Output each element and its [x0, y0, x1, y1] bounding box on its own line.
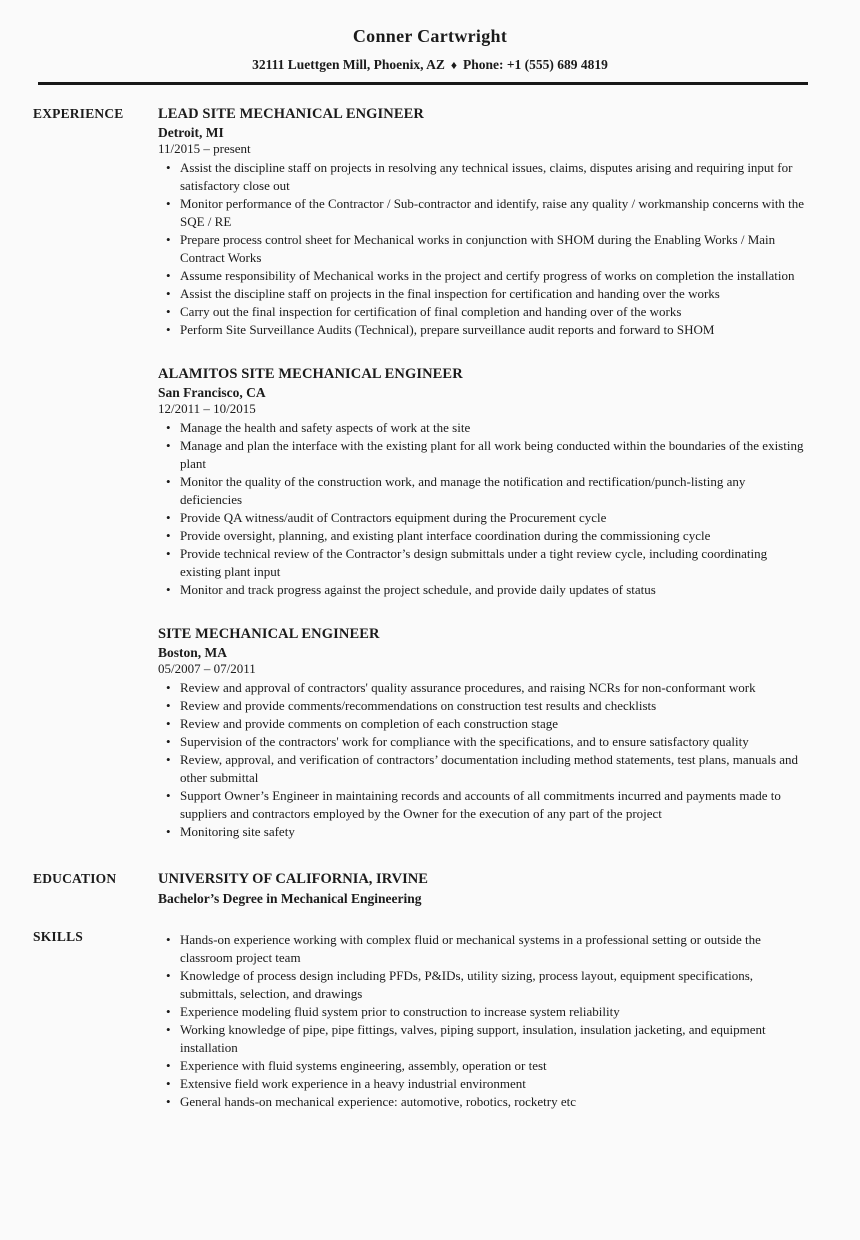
bullet-item: • Review and provide comments on completion of each construction stage	[158, 715, 810, 733]
skills-list	[158, 931, 810, 1111]
section-skills	[33, 929, 810, 1111]
skills-label: SKILLS	[33, 928, 83, 944]
section-education	[33, 869, 810, 909]
resume-header	[0, 0, 860, 85]
bullet-item: • Review and provide comments/recommendations on construction test results and checklists	[158, 697, 810, 715]
job-entry	[158, 364, 810, 599]
job-bullet-list	[158, 419, 810, 599]
experience-jobs	[158, 104, 810, 841]
bullet-item: • Review and approval of contractors' quality assurance procedures, and raising NCRs for non-conformant work	[158, 679, 810, 697]
job-title: LEAD SITE MECHANICAL ENGINEER	[158, 105, 424, 122]
address-text: 32111 Luettgen Mill, Phoenix, AZ	[252, 57, 445, 72]
experience-label: EXPERIENCE	[33, 105, 124, 121]
bullet-item: • Provide oversight, planning, and existing plant interface coordination during the commissioning cycle	[158, 527, 810, 545]
bullet-item: • Provide QA witness/audit of Contractors equipment during the Procurement cycle	[158, 509, 810, 527]
bullet-item: • Supervision of the contractors' work for compliance with the specifications, and to ensure satisfactory quality	[158, 733, 810, 751]
bullet-item: • General hands-on mechanical experience: automotive, robotics, rocketry etc	[158, 1093, 810, 1111]
page-title: Conner Cartwright	[352, 26, 508, 46]
bullet-item: • Assist the discipline staff on projects in resolving any technical issues, claims, disputes arising and requiring input for satisfactory close out	[158, 159, 810, 195]
header-divider	[38, 82, 808, 85]
education-body	[158, 869, 810, 909]
job-location: Boston, MA	[158, 644, 228, 660]
contact-line	[0, 56, 860, 74]
job-bullet-list	[158, 679, 810, 841]
job-dates: 05/2007 – 07/2011	[158, 660, 256, 676]
bullet-item: • Assume responsibility of Mechanical works in the project and certify progress of works on completion the installation	[158, 267, 810, 285]
job-location: Detroit, MI	[158, 124, 224, 140]
school-name: UNIVERSITY OF CALIFORNIA, IRVINE	[158, 870, 428, 887]
bullet-item: • Manage and plan the interface with the existing plant for all work being conducted within the boundaries of the existing plant	[158, 437, 810, 473]
bullet-item: • Perform Site Surveillance Audits (Technical), prepare surveillance audit reports and forward to SHOM	[158, 321, 810, 339]
bullet-item: • Monitor the quality of the construction work, and manage the notification and rectification/punch-listing any deficiencies	[158, 473, 810, 509]
degree-name: Bachelor’s Degree in Mechanical Engineering	[158, 890, 422, 906]
bullet-item: • Monitor and track progress against the project schedule, and provide daily updates of status	[158, 581, 810, 599]
bullet-item: • Hands-on experience working with complex fluid or mechanical systems in a professional setting or outside the classroom project team	[158, 931, 810, 967]
phone-text: Phone: +1 (555) 689 4819	[462, 57, 608, 72]
education-label: EDUCATION	[33, 870, 117, 886]
skills-body	[158, 929, 810, 1111]
bullet-item: • Experience with fluid systems engineering, assembly, operation or test	[158, 1057, 810, 1075]
job-title: SITE MECHANICAL ENGINEER	[158, 625, 380, 642]
job-location: San Francisco, CA	[158, 384, 266, 400]
bullet-item: • Experience modeling fluid system prior to construction to increase system reliability	[158, 1003, 810, 1021]
bullet-item: • Monitor performance of the Contractor / Sub-contractor and identify, raise any quality / workmanship concerns with the SQE / RE	[158, 195, 810, 231]
bullet-item: • Knowledge of process design including PFDs, P&IDs, utility sizing, process layout, equipment specifications, submittals, selection, and drawings	[158, 967, 810, 1003]
job-entry	[158, 104, 810, 339]
bullet-item: • Manage the health and safety aspects of work at the site	[158, 419, 810, 437]
job-bullet-list	[158, 159, 810, 339]
bullet-item: • Monitoring site safety	[158, 823, 810, 841]
bullet-item: • Support Owner’s Engineer in maintaining records and accounts of all commitments incurred and payments made to suppliers and contractors employed by the Owner for the execution of any part of the project	[158, 787, 810, 823]
bullet-item: • Review, approval, and verification of contractors’ documentation including method statements, test plans, manuals and other submittal	[158, 751, 810, 787]
bullet-item: • Carry out the final inspection for certification of final completion and handing over of the works	[158, 303, 810, 321]
section-experience	[33, 104, 810, 841]
resume-body	[33, 104, 810, 1111]
bullet-item: • Working knowledge of pipe, pipe fittings, valves, piping support, insulation, insulation jacketing, and equipment installation	[158, 1021, 810, 1057]
job-entry	[158, 624, 810, 841]
job-dates: 12/2011 – 10/2015	[158, 400, 256, 416]
bullet-item: • Extensive field work experience in a heavy industrial environment	[158, 1075, 810, 1093]
job-dates: 11/2015 – present	[158, 140, 251, 156]
bullet-item: • Prepare process control sheet for Mechanical works in conjunction with SHOM during the Enabling Works / Main Contract Works	[158, 231, 810, 267]
bullet-item: • Assist the discipline staff on projects in the final inspection for certification and handing over the works	[158, 285, 810, 303]
job-title: ALAMITOS SITE MECHANICAL ENGINEER	[158, 365, 463, 382]
diamond-icon: ♦	[450, 58, 457, 72]
bullet-item: • Provide technical review of the Contractor’s design submittals under a tight review cycle, including coordinating existing plant input	[158, 545, 810, 581]
